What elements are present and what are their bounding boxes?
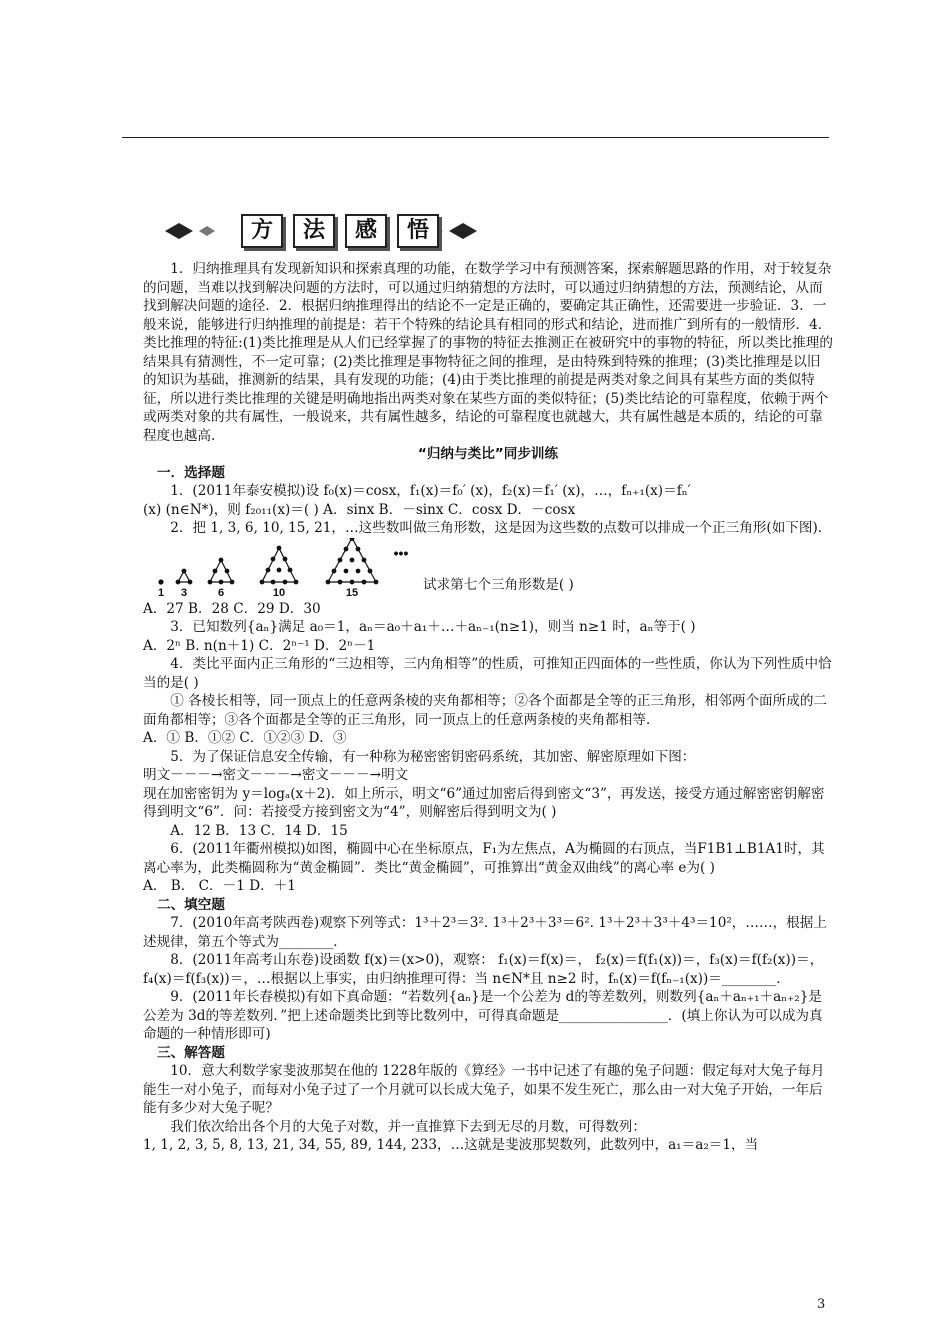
page-number: 3 — [817, 1297, 826, 1312]
question-4-statements: ① 各棱长相等，同一顶点上的任意两条棱的夹角都相等；②各个面都是全等的正三角形，相邻两个面所成的二面角都相等；③各个面都是全等的正三角形，同一顶点上的任意两条棱的夹角都相等． — [143, 693, 828, 728]
tri-label: 1 — [157, 586, 165, 599]
question-4: 4．类比平面内正三角形的“三边相等，三内角相等”的性质，可推知正四面体的一些性质，你认为下列性质中恰当的是( ) — [143, 656, 832, 691]
triangle-numbers-figure — [143, 538, 833, 600]
question-5-options: A．12 B．13 C．14 D．15 — [170, 822, 348, 839]
question-2-options: A．27 B．28 C．29 D．30 — [143, 600, 321, 617]
tri-ellipsis: ••• — [393, 544, 409, 561]
banner-char: 感 — [345, 214, 387, 248]
banner-char: 法 — [293, 214, 335, 248]
question-8: 8．(2011年高考山东卷)设函数 f(x)＝(x>0)，观察： f₁(x)＝f(x)＝， f₂(x)＝f(f₁(x))＝，f₃(x)＝f(f₂(x))＝，f₄(x)＝f(f₃(x))＝，…根据以上事实，由归纳推理可得：当 n∈N*且 n≥2 时，fₙ(x)＝f(fₙ₋₁(x))＝________． — [143, 952, 824, 987]
banner-title — [241, 214, 439, 248]
triangle-dots-icon — [149, 538, 429, 600]
tri-label: 15 — [345, 586, 359, 599]
question-2-prompt: 试求第七个三角形数是( ) — [423, 576, 574, 593]
question-7: 7．(2010年高考陕西卷)观察下列等式：1³＋2³＝3². 1³＋2³＋3³＝6². 1³＋2³＋3³＋4³＝10²，……，根据上述规律，第五个等式为________． — [143, 915, 827, 950]
tri-label: 3 — [180, 586, 188, 599]
tri-label: 6 — [217, 586, 225, 599]
section-heading-fill: 二、填空题 — [157, 896, 225, 913]
question-10-sequence: 1, 1, 2, 3, 5, 8, 13, 21, 34, 55, 89, 144, 233，…这就是斐波那契数列，此数列中，a₁＝a₂＝1，当 — [143, 1137, 759, 1153]
methods-paragraph: 1．归纳推理具有发现新知识和探索真理的功能，在数学学习中有预测答案，探索解题思路的作用，对于较复杂的问题，当难以找到解决问题的方法时，可以通过归纳猜想的方法时，可以通过归纳猜想的方法，预测结论，从而找到解决问题的途径．2．根据归纳推理得出的结论不一定是正确的，要确定其正确性，还需要进一步验证．3．一般来说，能够进行归纳推理的前提是：若干个特殊的结论具有相同的形式和结论，进而推广到所有的一般情形．4． 类比推理的特征:(1)类比推理是从人们已经掌握了的事物的特征去推测正在被研究中的事物的特征，所以类比推理的结果具有猜测性，不一定可靠；(2)类比推理是事物特征之间的推理，是由特殊到特殊的推理；(3)类比推理是以旧的知识为基础，推测新的结果，具有发现的功能；(4)由于类比推理的前提是两类对象之间具有某些方面的类似特征，所以进行类比推理的关键是明确地指出两类对象在某些方面的类似特征；(5)类比结论的可靠程度，依赖于两个或两类对象的共有属性，一般说来，共有属性越多，结论的可靠程度也就越大，共有属性越是本质的，结论的可靠程度也越高. — [143, 261, 833, 444]
question-6-options: A． B． C．－1 D．＋1 — [143, 878, 296, 894]
section-banner — [165, 214, 495, 248]
tri-label: 10 — [272, 586, 286, 599]
question-3-options: A．2ⁿ B. n(n＋1) C．2ⁿ⁻¹ D．2ⁿ－1 — [143, 637, 376, 654]
section-heading-answer: 三、解答题 — [157, 1044, 225, 1061]
question-1-line2: (x) (n∈N*)，则 f₂₀₁₁(x)＝( ) A．sinx B．－sinx C．cosx D．－cosx — [143, 501, 576, 518]
question-2: 2．把 1, 3, 6, 10, 15, 21，…这些数叫做三角形数，这是因为这些数的点数可以排成一个正三角形(如下图)． — [170, 520, 832, 536]
question-10: 10．意大利数学家斐波那契在他的 1228年版的《算经》一书中记述了有趣的兔子问题：假定每对大兔子每月能生一对小兔子，而每对小兔子过了一个月就可以长成大兔子，如果不发生死亡，那么由一对大兔子开始，一年后能有多少对大兔子呢？ — [143, 1063, 825, 1116]
banner-char: 悟 — [397, 214, 439, 248]
question-5-body: 现在加密密钥为 y＝logₐ(x＋2)．如上所示，明文“6”通过加密后得到密文“3”，再发送，接受方通过解密密钥解密得到明文“6”．问：若接受方接到密文为“4”，则解密后得到明文为( ) — [143, 785, 825, 820]
question-10-line2: 我们依次给出各个月的大兔子对数，并一直推算下去到无尽的月数，可得数列： — [170, 1118, 646, 1135]
question-6: 6．(2011年衢州模拟)如图，椭圆中心在坐标原点，F₁为左焦点，A为椭圆的右顶点，当F1B1⊥B1A1时，其离心率为，此类椭圆称为“黄金椭圆”．类比“黄金椭圆”，可推算出“黄金双曲线”的离心率 e为( ) — [143, 841, 825, 876]
exercise-title: “归纳与类比”同步训练 — [417, 446, 559, 462]
question-5-flow: 明文－－－→密文－－－→密文－－－→明文 — [143, 767, 409, 783]
question-1-line1: 1．(2011年泰安模拟)设 f₀(x)＝cosx，f₁(x)＝f₀′ (x)，f₂(x)＝f₁′ (x)，…，fₙ₊₁(x)＝fₙ′ — [170, 483, 691, 499]
header-rule — [122, 137, 829, 138]
question-5: 5．为了保证信息安全传输，有一种称为秘密密钥密码系统，其加密、解密原理如下图： — [170, 748, 696, 765]
question-3: 3．已知数列{aₙ}满足 a₀＝1，aₙ＝a₀＋a₁＋…＋aₙ₋₁(n≥1)，则当 n≥1 时，aₙ等于( ) — [170, 619, 696, 635]
question-4-options: A．① B．①② C．①②③ D．③ — [143, 730, 347, 746]
question-9: 9．(2011年长春模拟)有如下真命题：“若数列{aₙ}是一个公差为 d的等差数列，则数列{aₙ＋aₙ₊₁＋aₙ₊₂}是公差为 3d的等差数列．”把上述命题类比到等比数列中，可得真命题是________________．(填上你认为可以成为真命题的一种情形即可) — [143, 989, 823, 1042]
section-heading-choice: 一．选择题 — [157, 464, 225, 481]
banner-char: 方 — [241, 214, 283, 248]
document-body — [143, 260, 833, 1155]
